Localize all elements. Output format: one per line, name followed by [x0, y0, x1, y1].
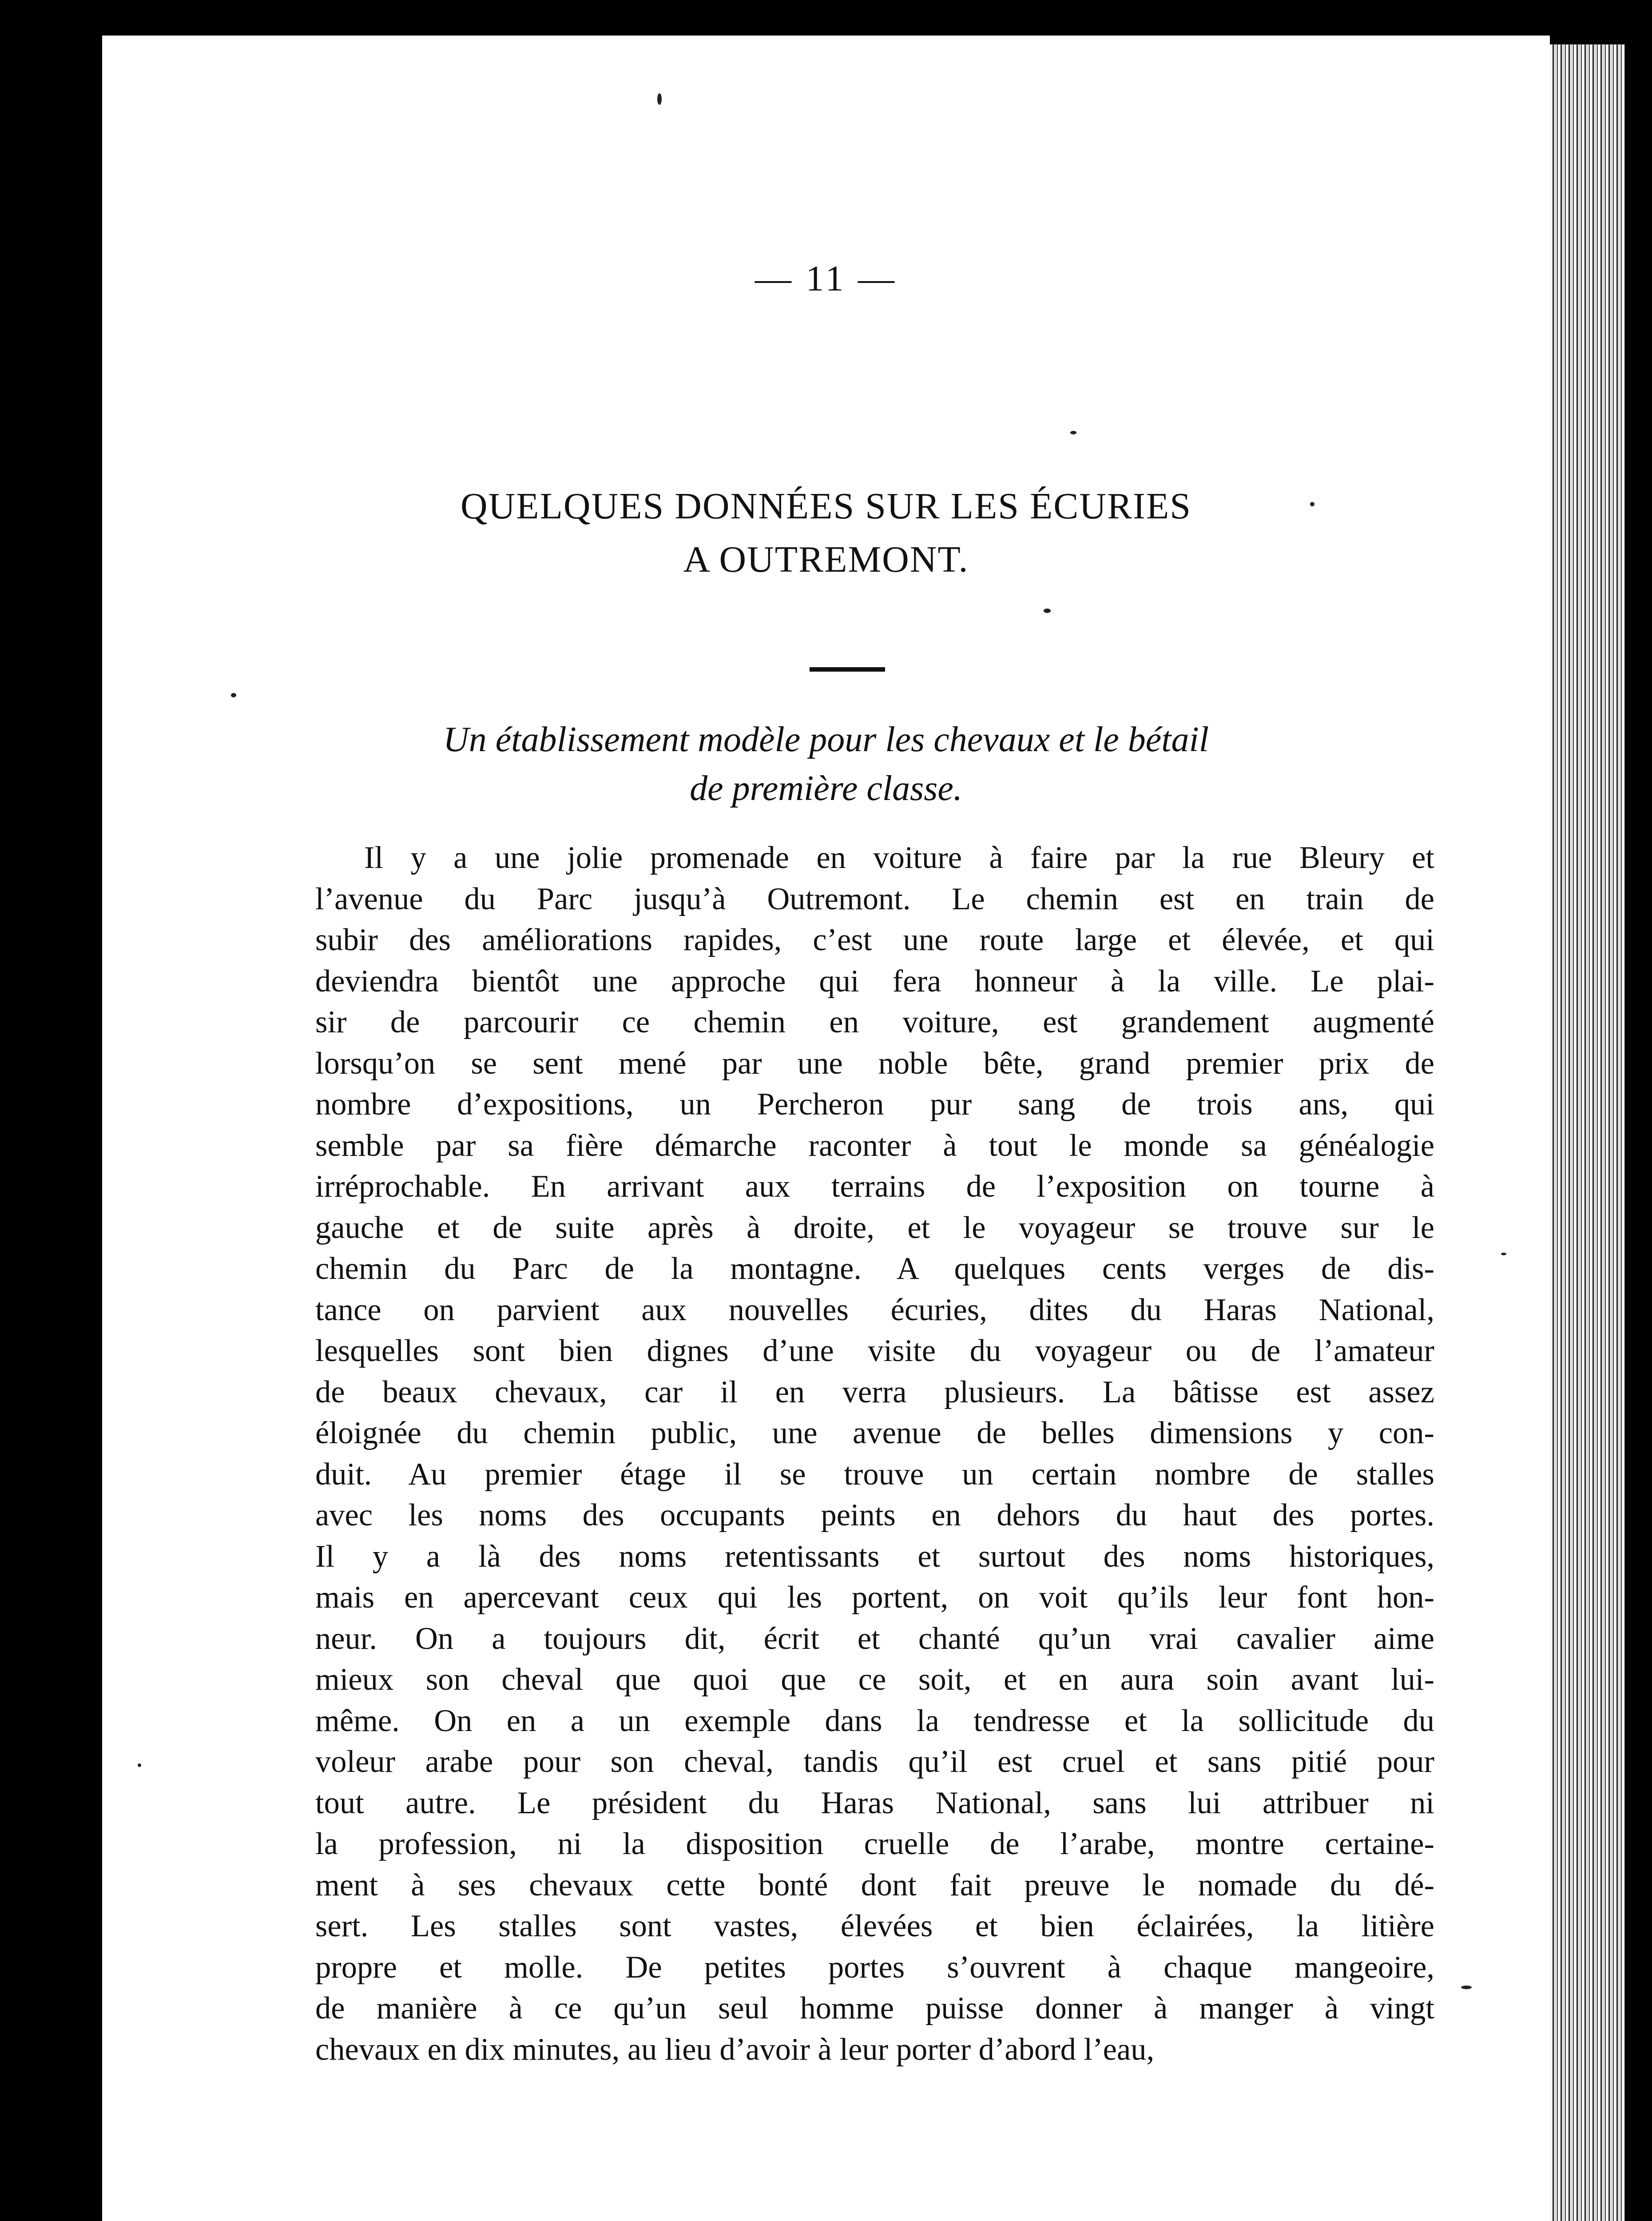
- article-subtitle: [102, 715, 1550, 813]
- scan-speck: [1501, 1253, 1506, 1255]
- article-subtitle-line-1: Un établissement modèle pour les chevaux et le bétail: [443, 720, 1209, 759]
- body-line: gauche et de suite après à droite, et le voyageur se trouve sur le: [315, 1210, 1434, 1245]
- body-line: semble par sa fière démarche raconter à tout le monde sa généalogie: [315, 1128, 1434, 1163]
- body-line: sert. Les stalles sont vastes, élevées et bien éclairées, la litière: [315, 1909, 1434, 1943]
- body-line: mais en apercevant ceux qui les portent, on voit qu’ils leur font hon-: [315, 1580, 1434, 1615]
- scan-speck: [138, 1763, 141, 1767]
- body-line: même. On en a un exemple dans la tendresse et la sollicitude du: [315, 1703, 1434, 1738]
- body-line: chemin du Parc de la montagne. A quelques cents verges de dis-: [315, 1251, 1434, 1286]
- body-line: voleur arabe pour son cheval, tandis qu’il est cruel et sans pitié pour: [315, 1744, 1434, 1779]
- article-title-line-2: A OUTREMONT.: [683, 539, 969, 580]
- article-subtitle-line-2: de première classe.: [690, 769, 962, 808]
- body-line: mieux son cheval que quoi que ce soit, et en aura soin avant lui-: [315, 1662, 1434, 1697]
- body-line: sir de parcourir ce chemin en voiture, est grandement augmenté: [315, 1005, 1434, 1039]
- scan-speck: [231, 693, 236, 697]
- body-line: nombre d’expositions, un Percheron pur sang de trois ans, qui: [315, 1087, 1434, 1122]
- body-line: éloignée du chemin public, une avenue de belles dimensions y con-: [315, 1416, 1434, 1450]
- scan-speck: [657, 93, 662, 105]
- body-line: duit. Au premier étage il se trouve un certain nombre de stalles: [315, 1457, 1434, 1492]
- body-line: propre et molle. De petites portes s’ouvrent à chaque mangeoire,: [315, 1950, 1434, 1985]
- body-line: l’avenue du Parc jusqu’à Outremont. Le chemin est en train de: [315, 881, 1434, 916]
- scan-speck: [1461, 1986, 1472, 1989]
- page-left-edge: [83, 36, 102, 2221]
- page-right-edge: [1550, 44, 1625, 2221]
- body-line: tout autre. Le président du Haras National, sans lui attribuer ni: [315, 1785, 1434, 1820]
- body-line: la profession, ni la disposition cruelle de l’arabe, montre certaine-: [315, 1827, 1434, 1861]
- scan-speck: [1044, 609, 1051, 613]
- body-line: chevaux en dix minutes, au lieu d’avoir à leur porter d’abord l’eau,: [315, 2032, 1155, 2067]
- scan-speck: [1070, 431, 1076, 434]
- body-line: tance on parvient aux nouvelles écuries, dites du Haras National,: [315, 1292, 1434, 1327]
- scan-speck: [1310, 502, 1314, 506]
- title-divider: [810, 667, 885, 672]
- body-line: Il y a là des noms retentissants et surtout des noms historiques,: [315, 1539, 1434, 1574]
- body-line: ment à ses chevaux cette bonté dont fait preuve le nomade du dé-: [315, 1867, 1434, 1903]
- body-line: de beaux chevaux, car il en verra plusieurs. La bâtisse est assez: [315, 1374, 1434, 1409]
- article-title-line-1: QUELQUES DONNÉES SUR LES ÉCURIES: [460, 486, 1192, 527]
- page-number: — 11 —: [755, 258, 897, 299]
- body-line: de manière à ce qu’un seul homme puisse donner à manger à vingt: [315, 1991, 1434, 2026]
- body-line: irréprochable. En arrivant aux terrains de l’exposition on tourne à: [315, 1169, 1434, 1204]
- body-line: avec les noms des occupants peints en dehors du haut des portes.: [315, 1498, 1434, 1532]
- document-page: [102, 36, 1550, 2221]
- body-line: lorsqu’on se sent mené par une noble bête, grand premier prix de: [315, 1046, 1434, 1081]
- article-title: [102, 480, 1550, 586]
- article-body: [315, 837, 1434, 2070]
- body-line: Il y a une jolie promenade en voiture à faire par la rue Bleury et: [364, 840, 1434, 875]
- body-line: subir des améliorations rapides, c’est une route large et élevée, et qui: [315, 923, 1434, 957]
- body-line: lesquelles sont bien dignes d’une visite du voyageur ou de l’amateur: [315, 1333, 1434, 1368]
- body-line: neur. On a toujours dit, écrit et chanté qu’un vrai cavalier aime: [315, 1621, 1434, 1656]
- body-line: deviendra bientôt une approche qui fera honneur à la ville. Le plai-: [315, 963, 1434, 999]
